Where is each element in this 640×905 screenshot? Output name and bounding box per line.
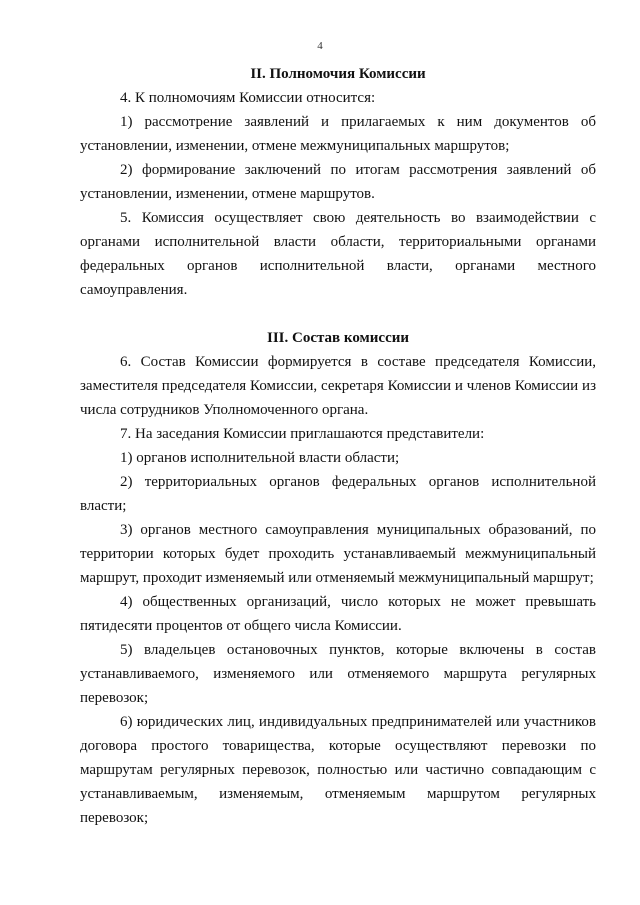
section-heading-composition: III. Состав комиссии — [266, 330, 410, 346]
page-number: 4 — [317, 40, 323, 52]
paragraph: 5. Комиссия осуществляет свою деятельность во взаимодействии с органами исполнительной власти области, территориальными органами федеральных органов исполнительной власти, органами местного самоуправления. — [80, 210, 596, 298]
document-body — [80, 62, 596, 830]
paragraph: 1) органов исполнительной власти области; — [120, 450, 400, 466]
paragraph: 1) рассмотрение заявлений и прилагаемых к ним документов об установлении, изменении, отмене межмуниципальных маршрутов; — [80, 114, 596, 154]
paragraph: 6) юридических лиц, индивидуальных предпринимателей или участников договора простого товарищества, которые осуществляют перевозки по маршрутам регулярных перевозок, полностью или частично совпадающим с устанавливаемым, изменяемым, отменяемым маршрутом регулярных перевозок; — [80, 714, 596, 826]
paragraph: 5) владельцев остановочных пунктов, которые включены в состав устанавливаемого, изменяемого или отменяемого маршрута регулярных перевозок; — [80, 642, 596, 706]
paragraph: 2) формирование заключений по итогам рассмотрения заявлений об установлении, изменении, отмене маршрутов. — [80, 162, 596, 202]
paragraph: 6. Состав Комиссии формируется в составе председателя Комиссии, заместителя председателя Комиссии, секретаря Комиссии и членов Комиссии из числа сотрудников Уполномоченного органа. — [80, 354, 596, 418]
section-heading-powers: II. Полномочия Комиссии — [250, 66, 426, 82]
paragraph: 2) территориальных органов федеральных органов исполнительной власти; — [80, 474, 596, 514]
paragraph: 4) общественных организаций, число которых не может превышать пятидесяти процентов от общего числа Комиссии. — [80, 594, 596, 634]
section-spacer — [80, 302, 596, 326]
paragraph: 4. К полномочиям Комиссии относится: — [120, 90, 376, 106]
paragraph: 3) органов местного самоуправления муниципальных образований, по территории которых будет проходить устанавливаемый межмуниципальный маршрут, проходит изменяемый или отменяемый межмуниципальный маршрут; — [80, 522, 596, 586]
paragraph: 7. На заседания Комиссии приглашаются представители: — [120, 426, 485, 442]
